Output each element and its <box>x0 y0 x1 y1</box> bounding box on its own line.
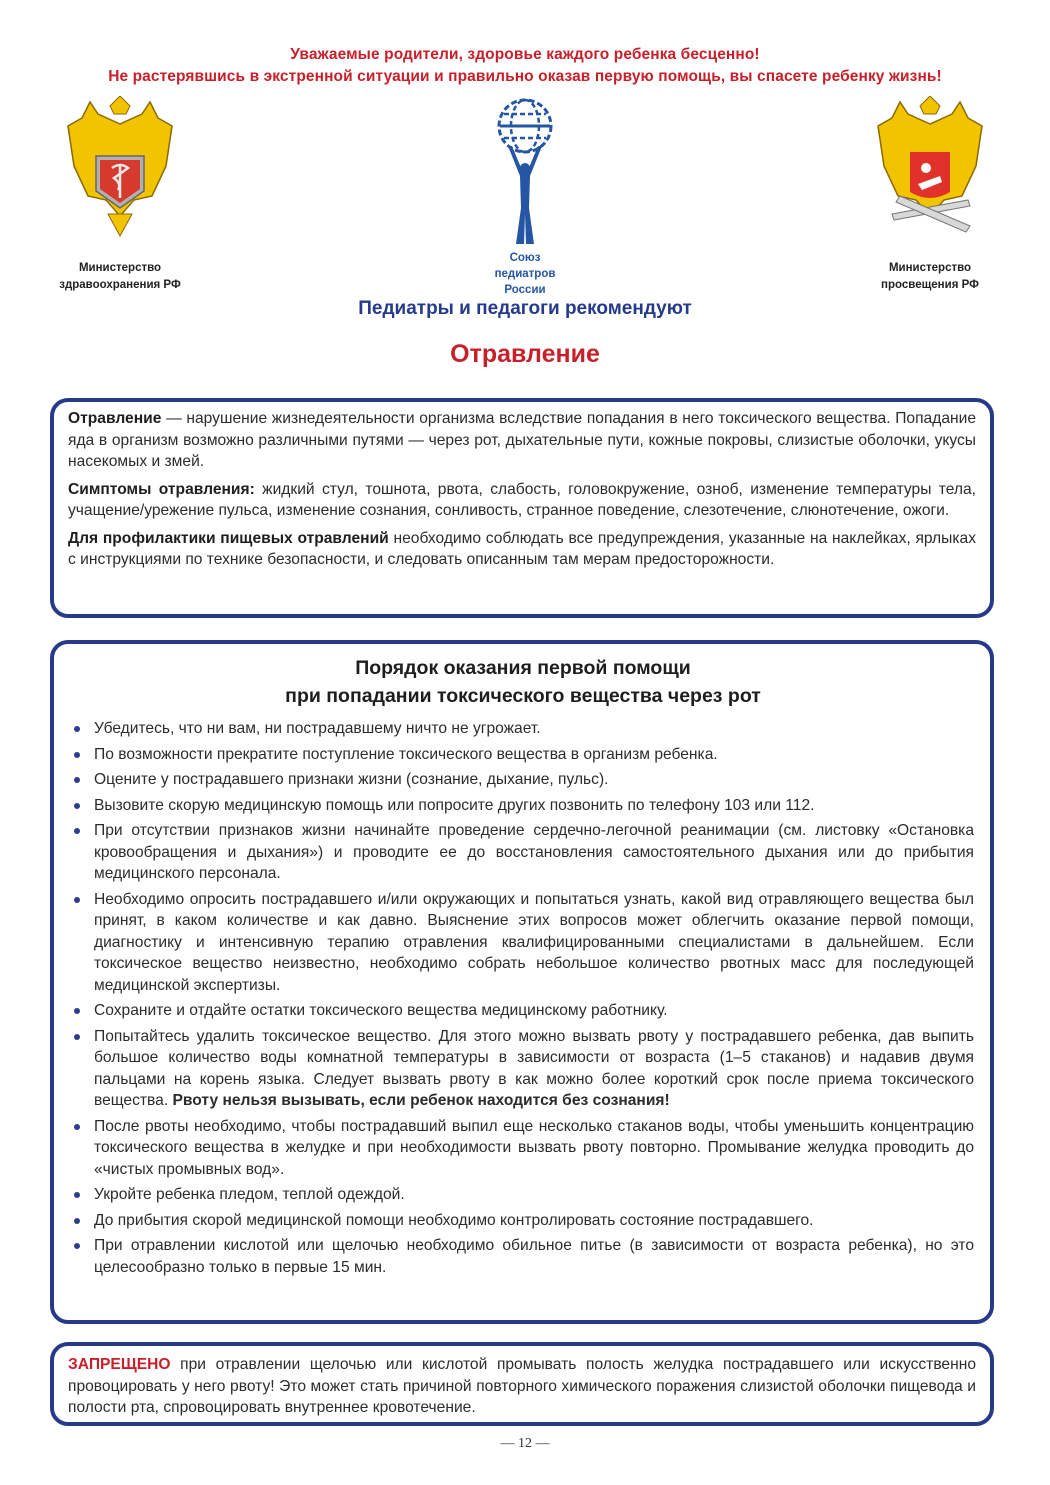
list-item <box>72 1210 974 1232</box>
first-aid-steps <box>72 718 974 1278</box>
bullet-icon <box>74 828 80 834</box>
coat-of-arms-education-ministry-icon <box>850 96 1010 246</box>
health-ministry-caption-line1: Министерство <box>78 262 162 274</box>
bullet-icon <box>74 1124 80 1130</box>
list-item <box>72 1000 974 1022</box>
list-item <box>72 820 974 885</box>
definition-term: Отравление <box>68 410 162 427</box>
header-line-1: Уважаемые родители, здоровье каждого ребенка бесценно! <box>290 46 760 63</box>
pediatricians-caption-line2: педиатров <box>494 268 556 280</box>
step-text: При отсутствии признаков жизни начинайте проведение сердечно-легочной реанимации (см. листовку «Остановка кровообращения и дыхания») и проводите ее до восстановления самостоятельного дыхания или до прибытия медицинского персонала. <box>94 822 974 882</box>
symptoms-paragraph <box>68 479 976 522</box>
step-text: Попытайтесь удалить токсическое вещество. Для этого можно вызвать рвоту у пострадавшего ребенка, дав выпить большое количество воды комнатной температуры в зависимости от возраста (1–5 стаканов) и надавив двумя пальцами на корень языка. Следует вызвать рвоту в как можно более короткий срок после приема токсического вещества. <box>94 1027 974 1109</box>
bullet-icon <box>74 897 80 903</box>
step-text: Вызовите скорую медицинскую помощь или попросите других позвонить по телефону 103 или 112. <box>94 796 815 814</box>
bullet-icon <box>74 752 80 758</box>
step-warning-text: Рвоту нельзя вызывать, если ребенок находится без сознания! <box>172 1092 670 1109</box>
list-item <box>72 1184 974 1206</box>
warning-paragraph <box>68 1354 976 1419</box>
step-text: По возможности прекратите поступление токсического вещества в организм ребенка. <box>94 745 718 763</box>
health-ministry-caption-line2: здравоохранения РФ <box>59 279 181 291</box>
warning-label: ЗАПРЕЩЕНО <box>68 1356 171 1373</box>
pediatricians-caption-line1: Союз <box>509 252 541 264</box>
prevention-paragraph <box>68 528 976 571</box>
definition-box <box>50 398 994 618</box>
prevention-term: Для профилактики пищевых отравлений <box>68 529 389 547</box>
coat-of-arms-health-ministry-icon <box>40 96 200 246</box>
bullet-icon <box>74 726 80 732</box>
step-text: Оцените у пострадавшего признаки жизни (сознание, дыхание, пульс). <box>94 771 609 788</box>
bullet-icon <box>74 803 80 809</box>
symptoms-text: жидкий стул, тошнота, рвота, слабость, головокружение, озноб, изменение температуры тела, учащение/урежение пульса, изменение сознания, сонливость, странное поведение, слезотечение, слюнотечение, ожоги. <box>68 480 976 519</box>
step-text: До прибытия скорой медицинской помощи необходимо контролировать состояние пострадавшего. <box>94 1211 814 1229</box>
definition-paragraph <box>68 408 976 473</box>
education-ministry-caption-line1: Министерство <box>888 262 972 274</box>
prevention-text: необходимо соблюдать все предупреждения, указанные на наклейках, ярлыках с инструкциями по технике безопасности, и следовать описанным там мерам предосторожности. <box>68 529 976 568</box>
step-text: Сохраните и отдайте остатки токсического вещества медицинскому работнику. <box>94 1002 668 1019</box>
union-of-pediatricians-globe-icon <box>470 96 580 246</box>
bullet-icon <box>74 777 80 783</box>
step-text: Необходимо опросить пострадавшего и/или окружающих и попытаться узнать, какой вид отравляющего вещества был принят, в каком количестве и как давно. Выяснение этих вопросов может облегчить оказание первой помощи, диагностику и интенсивную терапию отравления квалифицированными специалистами в дальнейшем. Если токсическое вещество неизвестно, необходимо собрать небольшое количество рвотных масс для последующей медицинской экспертизы. <box>94 890 974 994</box>
list-item <box>72 1026 974 1112</box>
bullet-icon <box>74 1192 80 1198</box>
step-text: При отравлении кислотой или щелочью необходимо обильное питье (в зависимости от возраста ребенка), но это целесообразно только в первые 15 мин. <box>94 1237 974 1276</box>
warning-box <box>50 1342 994 1426</box>
bullet-icon <box>74 1008 80 1014</box>
definition-text: — нарушение жизнедеятельности организма вследствие попадания в него токсического вещества. Попадание яда в организм возможно различными путями — через рот, дыхательные пути, кожные покровы, слизистые оболочки, укусы насекомых и змей. <box>68 410 976 470</box>
first-aid-title-line2: при попадании токсического вещества через рот <box>285 685 761 707</box>
step-text: Убедитесь, что ни вам, ни пострадавшему ничто не угрожает. <box>94 720 541 737</box>
health-ministry-logo <box>40 96 200 294</box>
header-line-2: Не растерявшись в экстренной ситуации и правильно оказав первую помощь, вы спасете ребенку жизнь! <box>108 68 942 85</box>
bullet-icon <box>74 1243 80 1249</box>
header-message <box>0 44 1050 88</box>
education-ministry-caption-line2: просвещения РФ <box>881 279 979 291</box>
bullet-icon <box>74 1034 80 1040</box>
list-item <box>72 1116 974 1181</box>
warning-text: при отравлении щелочью или кислотой промывать полость желудка пострадавшего или искусственно провоцировать у него рвоту! Это может стать причиной повторного химического поражения слизистой оболочки пищевода и полости рта, спровоцировать внутреннее кровотечение. <box>68 1356 976 1416</box>
pediatricians-union-logo <box>470 96 580 298</box>
first-aid-box <box>50 640 994 1324</box>
first-aid-title-line1: Порядок оказания первой помощи <box>355 657 691 679</box>
list-item <box>72 1235 974 1278</box>
list-item <box>72 795 974 817</box>
list-item <box>72 769 974 791</box>
list-item <box>72 718 974 740</box>
symptoms-term: Симптомы отравления: <box>68 480 255 498</box>
pediatricians-caption-line3: России <box>504 284 546 296</box>
page-subtitle: Педиатры и педагоги рекомендуют <box>358 298 692 319</box>
bullet-icon <box>74 1218 80 1224</box>
step-text: Укройте ребенка пледом, теплой одеждой. <box>94 1186 405 1203</box>
page-title: Отравление <box>450 340 600 368</box>
step-text: После рвоты необходимо, чтобы пострадавший выпил еще несколько стаканов воды, чтобы уменьшить концентрацию токсического вещества в желудке и при необходимости вызвать рвоту повторно. Промывание желудка проводить до «чистых промывных вод». <box>94 1117 974 1178</box>
education-ministry-logo <box>850 96 1010 294</box>
list-item <box>72 744 974 766</box>
page-number: — 12 — <box>500 1436 550 1451</box>
first-aid-title <box>72 654 974 710</box>
list-item <box>72 889 974 997</box>
